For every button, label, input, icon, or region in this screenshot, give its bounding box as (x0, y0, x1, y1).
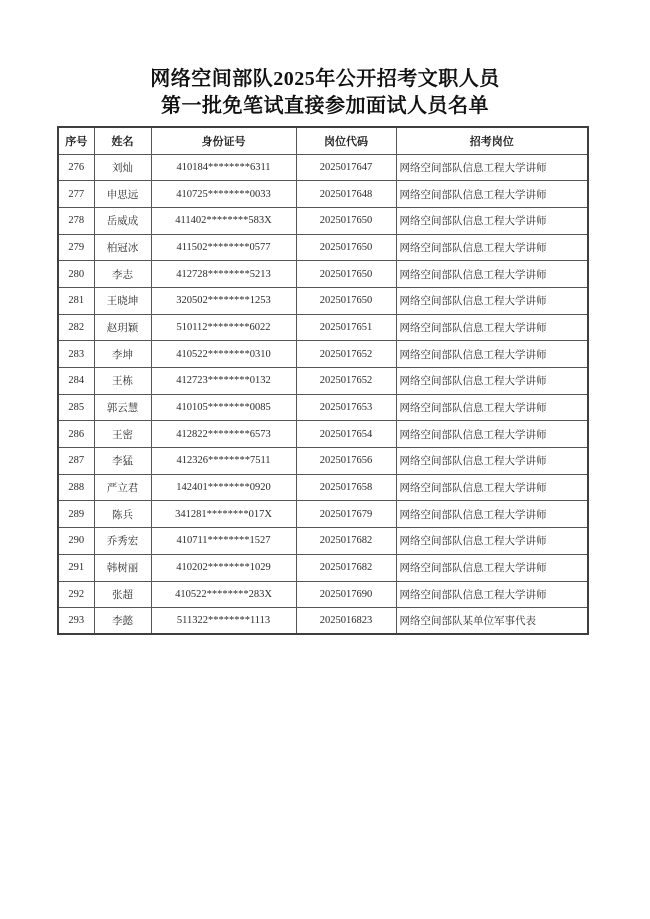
cell-position-code: 2025017654 (296, 421, 396, 448)
cell-name: 申思远 (94, 181, 151, 208)
cell-serial-number: 287 (58, 448, 94, 475)
column-header-no: 序号 (58, 127, 94, 154)
cell-id-number: 410202********1029 (151, 554, 296, 581)
cell-recruit-position: 网络空间部队信息工程大学讲师 (396, 154, 588, 181)
cell-id-number: 510112********6022 (151, 314, 296, 341)
cell-recruit-position: 网络空间部队信息工程大学讲师 (396, 287, 588, 314)
cell-id-number: 411502********0577 (151, 234, 296, 261)
cell-serial-number: 286 (58, 421, 94, 448)
cell-id-number: 320502********1253 (151, 287, 296, 314)
cell-name: 刘灿 (94, 154, 151, 181)
table-row (58, 207, 588, 234)
cell-recruit-position: 网络空间部队信息工程大学讲师 (396, 554, 588, 581)
cell-serial-number: 280 (58, 261, 94, 288)
title-line-1: 网络空间部队2025年公开招考文职人员 (150, 68, 500, 90)
table-row (58, 394, 588, 421)
table-row (58, 501, 588, 528)
cell-name: 陈兵 (94, 501, 151, 528)
cell-recruit-position: 网络空间部队某单位军事代表 (396, 608, 588, 635)
table-row (58, 581, 588, 608)
cell-recruit-position: 网络空间部队信息工程大学讲师 (396, 421, 588, 448)
cell-serial-number: 277 (58, 181, 94, 208)
cell-position-code: 2025016823 (296, 608, 396, 635)
cell-serial-number: 292 (58, 581, 94, 608)
cell-recruit-position: 网络空间部队信息工程大学讲师 (396, 501, 588, 528)
cell-position-code: 2025017650 (296, 234, 396, 261)
cell-name: 李懿 (94, 608, 151, 635)
cell-recruit-position: 网络空间部队信息工程大学讲师 (396, 207, 588, 234)
cell-id-number: 410184********6311 (151, 154, 296, 181)
column-header-name: 姓名 (94, 127, 151, 154)
table-header (58, 127, 588, 154)
cell-id-number: 410711********1527 (151, 528, 296, 555)
table-row (58, 528, 588, 555)
cell-position-code: 2025017679 (296, 501, 396, 528)
cell-name: 王晓坤 (94, 287, 151, 314)
cell-serial-number: 291 (58, 554, 94, 581)
cell-serial-number: 281 (58, 287, 94, 314)
cell-serial-number: 288 (58, 474, 94, 501)
cell-recruit-position: 网络空间部队信息工程大学讲师 (396, 341, 588, 368)
cell-position-code: 2025017690 (296, 581, 396, 608)
cell-position-code: 2025017650 (296, 287, 396, 314)
table-row (58, 474, 588, 501)
cell-serial-number: 279 (58, 234, 94, 261)
cell-name: 岳威成 (94, 207, 151, 234)
cell-recruit-position: 网络空间部队信息工程大学讲师 (396, 394, 588, 421)
cell-name: 王密 (94, 421, 151, 448)
table-row (58, 287, 588, 314)
cell-id-number: 410522********283X (151, 581, 296, 608)
table-row (58, 234, 588, 261)
cell-recruit-position: 网络空间部队信息工程大学讲师 (396, 234, 588, 261)
column-header-id: 身份证号 (151, 127, 296, 154)
cell-recruit-position: 网络空间部队信息工程大学讲师 (396, 581, 588, 608)
table-row (58, 421, 588, 448)
cell-id-number: 410725********0033 (151, 181, 296, 208)
column-header-code: 岗位代码 (296, 127, 396, 154)
cell-recruit-position: 网络空间部队信息工程大学讲师 (396, 261, 588, 288)
cell-serial-number: 276 (58, 154, 94, 181)
cell-position-code: 2025017652 (296, 368, 396, 395)
cell-serial-number: 278 (58, 207, 94, 234)
cell-name: 柏冠冰 (94, 234, 151, 261)
cell-name: 王栋 (94, 368, 151, 395)
cell-serial-number: 283 (58, 341, 94, 368)
cell-name: 李猛 (94, 448, 151, 475)
cell-position-code: 2025017682 (296, 554, 396, 581)
table-row (58, 608, 588, 635)
cell-serial-number: 284 (58, 368, 94, 395)
cell-position-code: 2025017658 (296, 474, 396, 501)
cell-position-code: 2025017647 (296, 154, 396, 181)
cell-serial-number: 293 (58, 608, 94, 635)
cell-recruit-position: 网络空间部队信息工程大学讲师 (396, 528, 588, 555)
cell-name: 李坤 (94, 341, 151, 368)
table-row (58, 181, 588, 208)
cell-name: 张超 (94, 581, 151, 608)
table-row (58, 448, 588, 475)
cell-id-number: 412326********7511 (151, 448, 296, 475)
table-row (58, 554, 588, 581)
cell-name: 李志 (94, 261, 151, 288)
cell-position-code: 2025017653 (296, 394, 396, 421)
table-row (58, 314, 588, 341)
cell-recruit-position: 网络空间部队信息工程大学讲师 (396, 448, 588, 475)
cell-position-code: 2025017652 (296, 341, 396, 368)
cell-id-number: 511322********1113 (151, 608, 296, 635)
personnel-table (57, 126, 589, 635)
cell-id-number: 412728********5213 (151, 261, 296, 288)
cell-name: 赵玥颖 (94, 314, 151, 341)
cell-name: 韩树丽 (94, 554, 151, 581)
cell-position-code: 2025017650 (296, 207, 396, 234)
cell-position-code: 2025017648 (296, 181, 396, 208)
table-header-row (58, 127, 588, 154)
cell-position-code: 2025017651 (296, 314, 396, 341)
cell-recruit-position: 网络空间部队信息工程大学讲师 (396, 474, 588, 501)
cell-serial-number: 289 (58, 501, 94, 528)
cell-position-code: 2025017650 (296, 261, 396, 288)
cell-position-code: 2025017682 (296, 528, 396, 555)
cell-serial-number: 282 (58, 314, 94, 341)
cell-recruit-position: 网络空间部队信息工程大学讲师 (396, 314, 588, 341)
cell-id-number: 412822********6573 (151, 421, 296, 448)
cell-recruit-position: 网络空间部队信息工程大学讲师 (396, 181, 588, 208)
table-row (58, 368, 588, 395)
column-header-position: 招考岗位 (396, 127, 588, 154)
cell-name: 严立君 (94, 474, 151, 501)
cell-id-number: 142401********0920 (151, 474, 296, 501)
cell-name: 乔秀宏 (94, 528, 151, 555)
cell-id-number: 410522********0310 (151, 341, 296, 368)
cell-serial-number: 290 (58, 528, 94, 555)
document-title (0, 66, 650, 120)
cell-serial-number: 285 (58, 394, 94, 421)
title-line-2: 第一批免笔试直接参加面试人员名单 (161, 95, 489, 117)
cell-id-number: 341281********017X (151, 501, 296, 528)
cell-name: 郭云慧 (94, 394, 151, 421)
table-row (58, 341, 588, 368)
cell-id-number: 411402********583X (151, 207, 296, 234)
cell-position-code: 2025017656 (296, 448, 396, 475)
cell-recruit-position: 网络空间部队信息工程大学讲师 (396, 368, 588, 395)
cell-id-number: 410105********0085 (151, 394, 296, 421)
table-row (58, 261, 588, 288)
table-row (58, 154, 588, 181)
table-body (58, 154, 588, 634)
cell-id-number: 412723********0132 (151, 368, 296, 395)
